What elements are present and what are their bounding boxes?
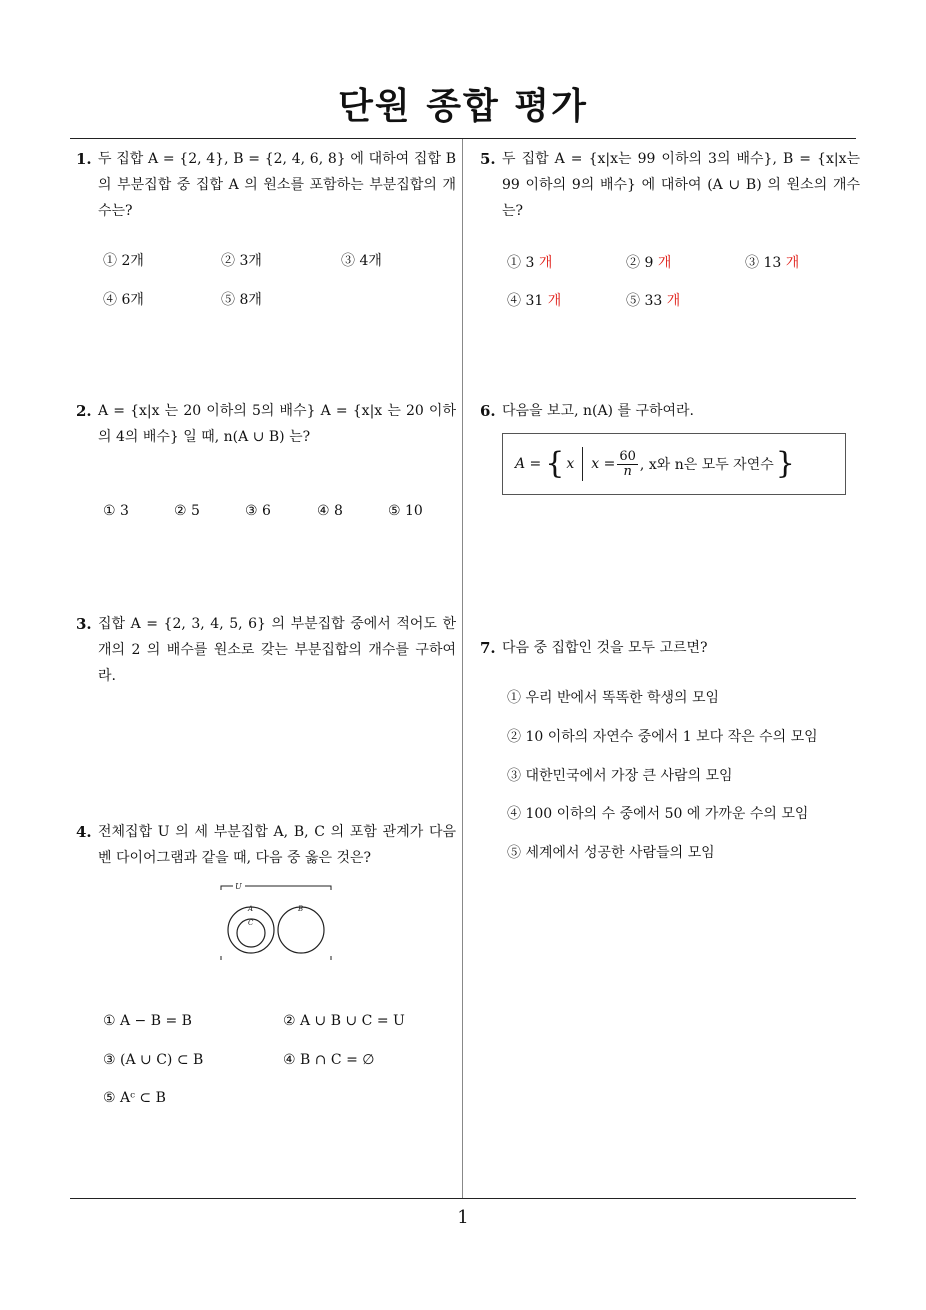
q5-option-4[interactable]: [507, 290, 561, 310]
question-7: [480, 635, 860, 661]
question-text: 집합 A = {2, 3, 4, 5, 6} 의 부분집합 중에서 적어도 한 개의 2 의 배수를 원소로 갖는 부분집합의 개수를 구하여라.: [98, 616, 456, 684]
q4-option-4[interactable]: ④ B ∩ C = ∅: [283, 1052, 375, 1068]
q2-option-3[interactable]: ③ 6: [245, 503, 271, 519]
question-text: 다음을 보고, n(A) 를 구하여라.: [502, 403, 694, 419]
option-value: ② 9: [626, 255, 654, 271]
q7-option-5[interactable]: ⑤ 세계에서 성공한 사람들의 모임: [507, 845, 715, 861]
q2-option-5[interactable]: ⑤ 10: [388, 503, 423, 519]
question-number: 4.: [76, 823, 92, 841]
left-brace-icon: {: [545, 446, 565, 481]
q1-option-4[interactable]: ④ 6개: [103, 292, 144, 308]
q1-option-3[interactable]: ③ 4개: [341, 253, 382, 269]
top-rule: [70, 138, 856, 139]
question-number: 6.: [480, 402, 496, 420]
definition-box: [502, 433, 846, 495]
box-eq: x =: [591, 456, 616, 472]
page-title: 단원 종합 평가: [338, 86, 588, 127]
q5-option-1[interactable]: [507, 252, 552, 272]
option-unit: 개: [547, 293, 562, 309]
fraction: [617, 450, 638, 479]
option-unit: 개: [666, 293, 681, 309]
q2-option-2[interactable]: ② 5: [174, 503, 200, 519]
q7-option-1[interactable]: ① 우리 반에서 똑똑한 학생의 모임: [507, 690, 720, 706]
box-lhs: A =: [515, 456, 542, 472]
right-brace-icon: }: [775, 446, 795, 481]
q4-option-2[interactable]: ② A ∪ B ∪ C = U: [283, 1013, 405, 1029]
venn-label-a: A: [248, 905, 254, 913]
q4-option-3[interactable]: ③ (A ∪ C) ⊂ B: [103, 1052, 204, 1068]
question-text: 두 집합 A = {2, 4}, B = {2, 4, 6, 8} 에 대하여 집합 B 의 부분집합 중 집합 A 의 원소를 포함하는 부분집합의 개수는?: [98, 151, 456, 219]
set-builder-bar: [582, 447, 583, 481]
option-value: ④ 31: [507, 293, 544, 309]
question-2: [76, 398, 456, 450]
venn-label-u: U: [235, 882, 242, 891]
q4-option-5[interactable]: ⑤ Aᶜ ⊂ B: [103, 1090, 166, 1106]
q2-option-4[interactable]: ④ 8: [317, 503, 343, 519]
question-text: 두 집합 A = {x|x는 99 이하의 3의 배수}, B = {x|x는 99 이하의 9의 배수} 에 대하여 (A ∪ B) 의 원소의 개수는?: [502, 151, 860, 219]
venn-label-c: C: [248, 919, 254, 927]
q4-option-1[interactable]: ① A − B = B: [103, 1013, 192, 1029]
q1-option-1[interactable]: ① 2개: [103, 253, 144, 269]
fraction-denominator: n: [623, 463, 632, 479]
option-value: ③ 13: [745, 255, 782, 271]
option-value: ① 3: [507, 255, 535, 271]
venn-label-b: B: [298, 905, 304, 913]
question-6: [480, 398, 860, 424]
option-unit: 개: [538, 255, 553, 271]
question-3: [76, 611, 456, 689]
q7-option-3[interactable]: ③ 대한민국에서 가장 큰 사람의 모임: [507, 768, 733, 784]
page-number: 1: [457, 1207, 469, 1228]
q7-option-4[interactable]: ④ 100 이하의 수 중에서 50 에 가까운 수의 모임: [507, 806, 809, 822]
column-divider: [462, 139, 463, 1199]
question-text: A = {x|x 는 20 이하의 5의 배수} A = {x|x 는 20 이하의 4의 배수} 일 때, n(A ∪ B) 는?: [98, 403, 456, 445]
question-1: [76, 146, 456, 224]
q5-option-2[interactable]: [626, 252, 671, 272]
q1-option-5[interactable]: ⑤ 8개: [221, 292, 262, 308]
question-number: 2.: [76, 402, 92, 420]
box-var: x: [566, 456, 575, 472]
question-5: [480, 146, 860, 224]
question-number: 5.: [480, 150, 496, 168]
q7-option-2[interactable]: ② 10 이하의 자연수 중에서 1 보다 작은 수의 모임: [507, 729, 818, 745]
q2-option-1[interactable]: ① 3: [103, 503, 129, 519]
q1-option-2[interactable]: ② 3개: [221, 253, 262, 269]
q5-option-5[interactable]: [626, 290, 680, 310]
venn-diagram: [215, 880, 337, 968]
question-number: 3.: [76, 615, 92, 633]
fraction-numerator: 60: [619, 448, 636, 464]
bottom-rule: [70, 1198, 856, 1199]
question-4: [76, 819, 456, 871]
question-text: 다음 중 집합인 것을 모두 고르면?: [502, 640, 708, 656]
option-value: ⑤ 33: [626, 293, 663, 309]
option-unit: 개: [657, 255, 672, 271]
box-condition: , x와 n은 모두 자연수: [639, 457, 774, 473]
option-unit: 개: [785, 255, 800, 271]
question-text: 전체집합 U 의 세 부분집합 A, B, C 의 포함 관계가 다음 벤 다이어그램과 같을 때, 다음 중 옳은 것은?: [98, 824, 456, 866]
question-number: 1.: [76, 150, 92, 168]
q5-option-3[interactable]: [745, 252, 799, 272]
question-number: 7.: [480, 639, 496, 657]
